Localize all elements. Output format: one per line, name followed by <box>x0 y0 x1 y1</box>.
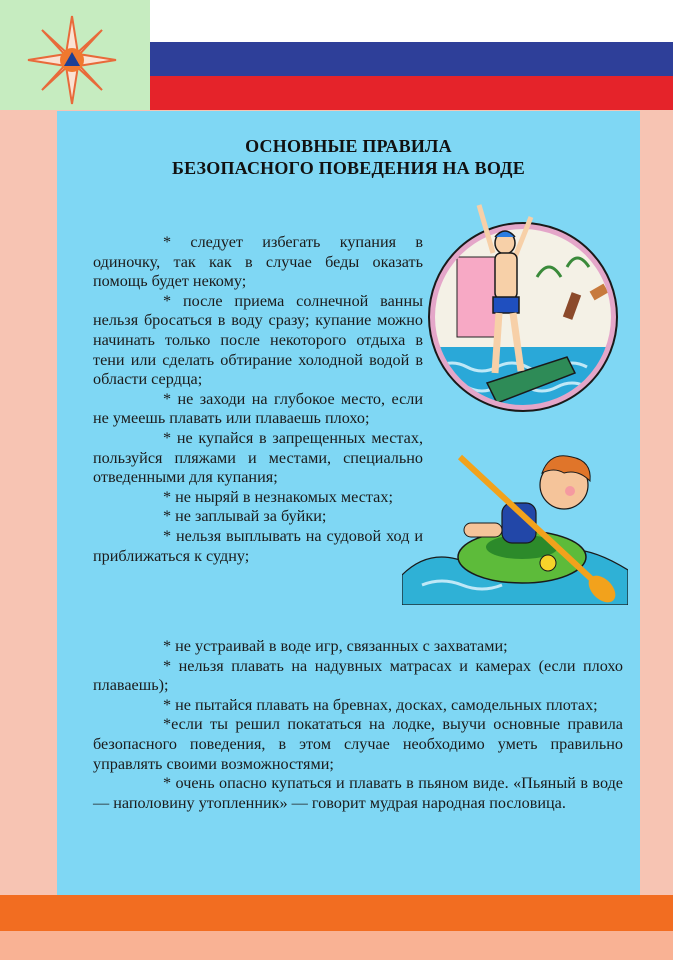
rule-item: * не устраивай в воде игр, связанных с захватами; <box>163 637 508 655</box>
rule-item: * следует избегать купания в одиночку, так как в случае беды оказать помощь будет некому; <box>93 233 423 291</box>
rules-panel <box>57 111 640 895</box>
flag-stripe-white <box>150 0 673 42</box>
rules-list-lower <box>93 637 623 813</box>
rules-list-upper <box>93 233 423 566</box>
flag-stripe-red <box>150 76 673 110</box>
title-line-2: БЕЗОПАСНОГО ПОВЕДЕНИЯ НА ВОДЕ <box>172 158 525 178</box>
emergency-star-emblem-icon <box>26 14 118 106</box>
boy-in-float-ring-illustration <box>402 445 628 605</box>
rule-item: * не заходи на глубокое место, если не умеешь плавать или плаваешь плохо; <box>93 389 423 428</box>
flag-stripe-blue <box>150 42 673 76</box>
footer-peach-stripe <box>0 931 673 960</box>
rule-item: * не заплывай за буйки; <box>163 507 327 526</box>
rule-item: * не купайся в запрещенных местах, пользуйся пляжами и местами, специально отведенными для купания; <box>93 428 423 487</box>
page-title <box>57 135 640 179</box>
rule-item: * не пытайся плавать на бревнах, досках, самодельных плотах; <box>163 695 598 714</box>
diving-swimmer-illustration <box>417 197 623 413</box>
rule-item: * после приема солнечной ванны нельзя бросаться в воду сразу; купание можно начинать только после некоторого отдыха в тени или сделать обтирание холодной водой в области сердца; <box>93 291 423 389</box>
rule-item: * не ныряй в незнакомых местах; <box>163 487 393 506</box>
rule-item: *если ты решил покататься на лодке, выучи основные правила безопасного поведения, в этом случае необходимо уметь правильно управлять своими возможностями; <box>93 715 623 773</box>
footer-orange-stripe <box>0 895 673 931</box>
rule-item: * очень опасно купаться и плавать в пьяном виде. «Пьяный в воде — наполовину утопленник» — говорит мудрая народная пословица. <box>93 774 623 812</box>
rule-item: * нельзя выплывать на судовой ход и приближаться к судну; <box>93 526 423 565</box>
rule-item: * нельзя плавать на надувных матрасах и камерах (если плохо плаваешь); <box>93 656 623 695</box>
title-line-1: ОСНОВНЫЕ ПРАВИЛА <box>245 136 452 156</box>
